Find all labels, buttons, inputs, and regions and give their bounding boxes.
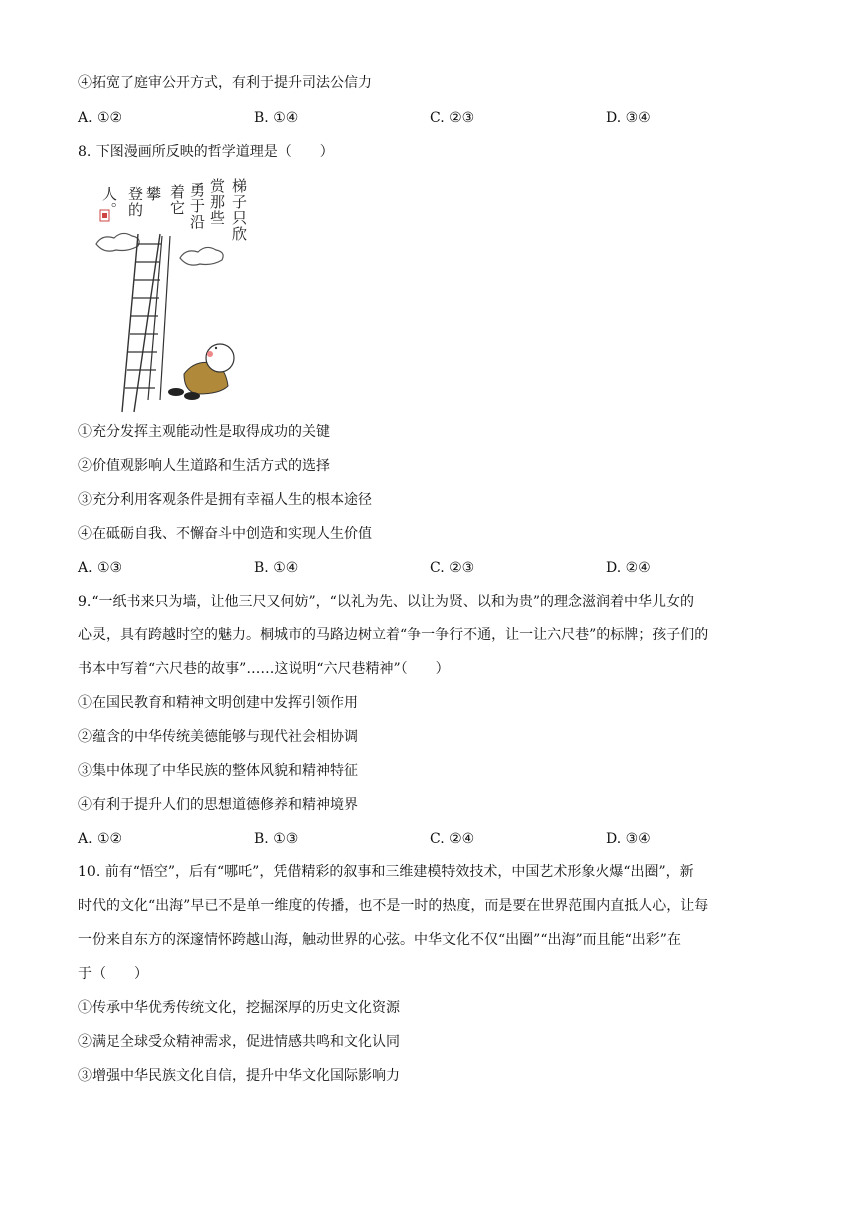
q10-stem-line-2: 时代的文化“出海”早已不是单一维度的传播，也不是一时的热度，而是要在世界范围内直抵人心，让每 xyxy=(78,898,709,914)
q8-statement-1: ①充分发挥主观能动性是取得成功的关键 xyxy=(78,424,330,440)
q9-option-b: B. ①③ xyxy=(254,831,299,847)
q9-option-c: C. ②④ xyxy=(430,831,475,847)
q9-statement-1: ①在国民教育和精神文明创建中发挥引领作用 xyxy=(78,695,358,711)
q10-statement-3: ③增强中华民族文化自信，提升中华文化国际影响力 xyxy=(78,1068,400,1084)
q9-statement-4: ④有利于提升人们的思想道德修养和精神境界 xyxy=(78,797,358,813)
q7-option-d: D. ③④ xyxy=(606,110,651,126)
q7-statement-4: ④拓宽了庭审公开方式，有利于提升司法公信力 xyxy=(78,75,372,91)
q9-option-a: A. ①② xyxy=(78,831,123,847)
q8-option-a: A. ①③ xyxy=(78,560,123,576)
caption-col-6: 登的 xyxy=(126,186,144,218)
q7-option-a: A. ①② xyxy=(78,110,123,126)
q10-stem-line-1: 10. 前有“悟空”，后有“哪吒”，凭借精彩的叙事和三维建模特效技术，中国艺术形象火爆“出圈”，新 xyxy=(78,864,694,880)
q10-statement-1: ①传承中华优秀传统文化，挖掘深厚的历史文化资源 xyxy=(78,1000,400,1016)
q9-stem-line-1: 9.“一纸书来只为墙，让他三尺又何妨”，“以礼为先、以让为贤、以和为贵”的理念滋润着中华儿女的 xyxy=(78,594,694,610)
q7-option-c: C. ②③ xyxy=(430,110,475,126)
q9-statement-3: ③集中体现了中华民族的整体风貌和精神特征 xyxy=(78,763,358,779)
q9-option-d: D. ③④ xyxy=(606,831,651,847)
q8-statement-2: ②价值观影响人生道路和生活方式的选择 xyxy=(78,458,330,474)
q10-stem-line-3: 一份来自东方的深邃情怀跨越山海，触动世界的心弦。中华文化不仅“出圈”“出海”而且能“出彩”在 xyxy=(78,932,681,948)
caption-col-3: 勇于沿 xyxy=(188,182,206,230)
q8-stem: 8. 下图漫画所反映的哲学道理是（ ） xyxy=(78,144,334,160)
q7-option-b: B. ①④ xyxy=(254,110,299,126)
q8-statement-4: ④在砥砺自我、不懈奋斗中创造和实现人生价值 xyxy=(78,526,372,542)
caption-col-7: 人。 xyxy=(100,186,118,218)
q9-stem-line-2: 心灵，具有跨越时空的魅力。桐城市的马路边树立着“争一争行不通，让一让六尺巷”的标牌；孩子们的 xyxy=(78,627,709,643)
q8-option-b: B. ①④ xyxy=(254,560,299,576)
caption-col-4: 着它 xyxy=(168,184,186,216)
q10-statement-2: ②满足全球受众精神需求，促进情感共鸣和文化认同 xyxy=(78,1034,400,1050)
q10-stem-line-4: 于（ ） xyxy=(78,966,148,982)
caption-col-1: 梯子只欣 xyxy=(230,178,248,242)
q8-option-d: D. ②④ xyxy=(606,560,651,576)
q8-statement-3: ③充分利用客观条件是拥有幸福人生的根本途径 xyxy=(78,492,372,508)
cartoon-caption xyxy=(88,178,264,248)
ladder-cartoon xyxy=(88,172,264,414)
q9-stem-line-3: 书本中写着“六尺巷的故事”……这说明“六尺巷精神”（ ） xyxy=(78,661,450,677)
caption-col-2: 赏那些 xyxy=(208,178,226,226)
q9-statement-2: ②蕴含的中华传统美德能够与现代社会相协调 xyxy=(78,729,358,745)
caption-col-5: 攀 xyxy=(144,186,162,202)
q8-option-c: C. ②③ xyxy=(430,560,475,576)
